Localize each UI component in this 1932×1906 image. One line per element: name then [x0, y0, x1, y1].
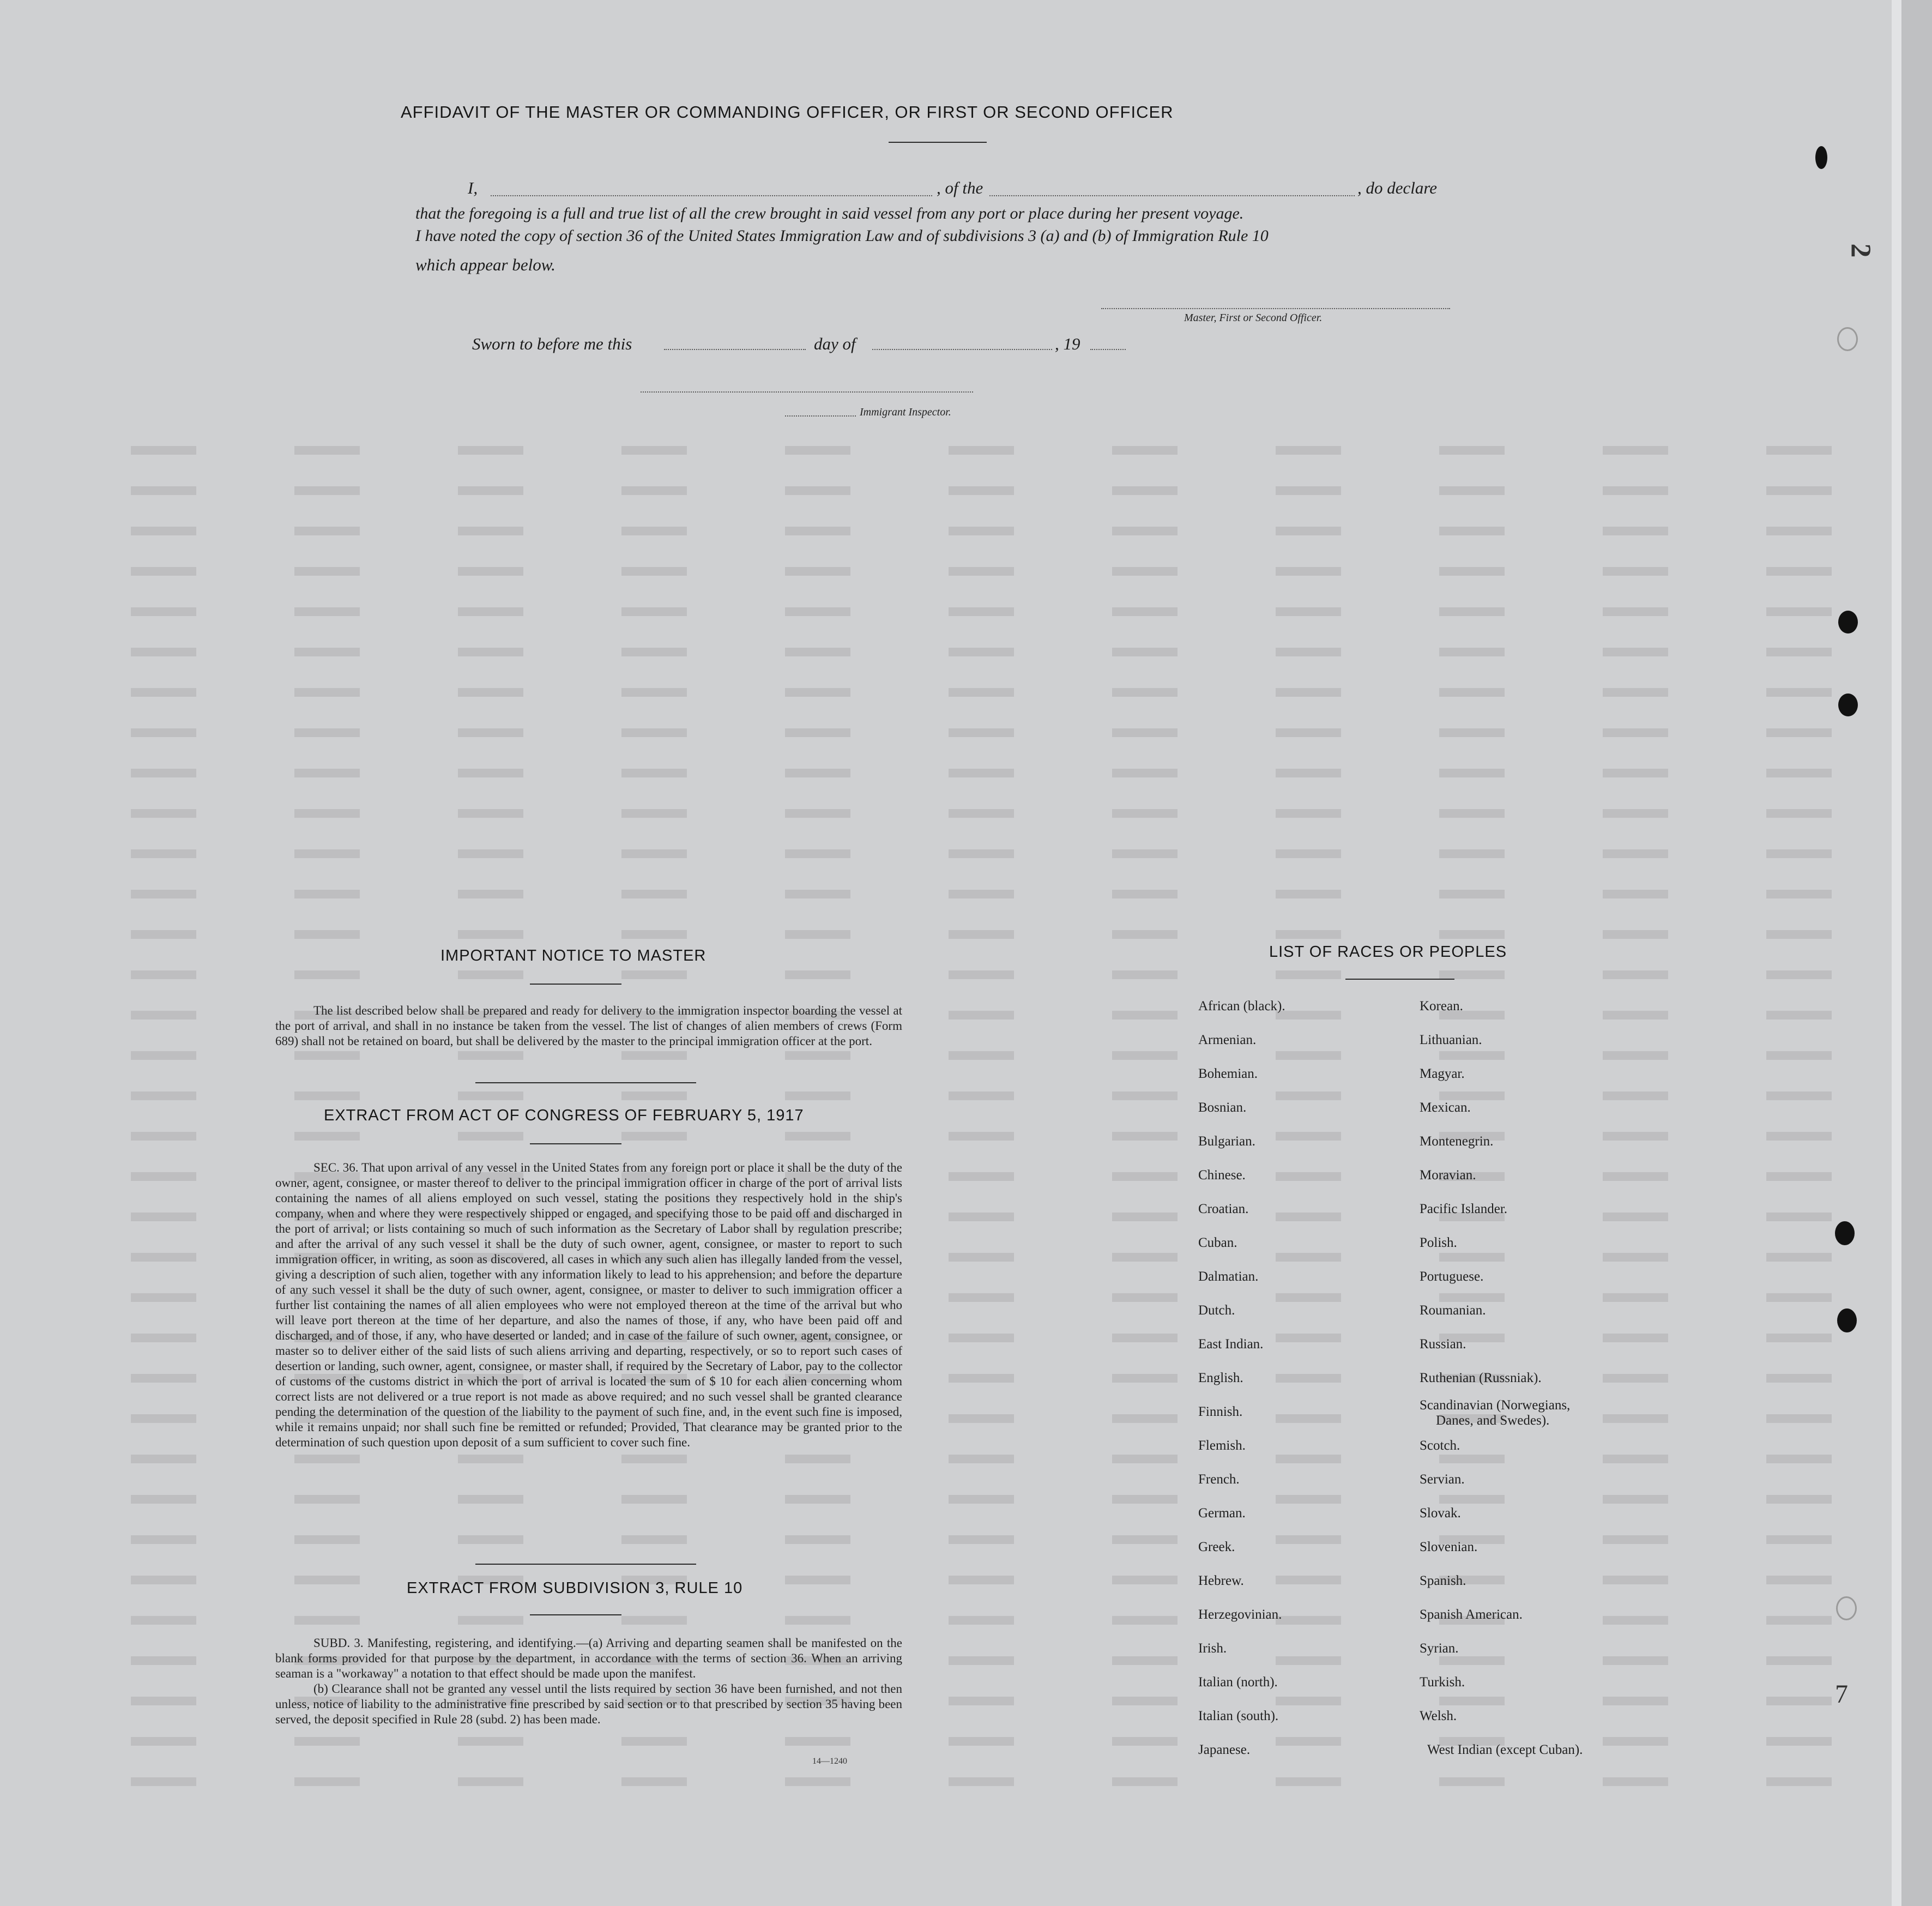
binder-hole — [1837, 327, 1858, 351]
inspector-signature-label: Immigrant Inspector. — [860, 406, 951, 418]
race-item: Korean. — [1420, 999, 1463, 1014]
affidavit-line-4: which appear below. — [415, 255, 556, 274]
master-signature-label: Master, First or Second Officer. — [1184, 312, 1323, 324]
race-item: Irish. — [1198, 1641, 1227, 1656]
race-item: Finnish. — [1198, 1404, 1243, 1419]
affidavit-declare-label: , do declare — [1357, 178, 1438, 197]
race-item: Italian (north). — [1198, 1675, 1278, 1690]
race-item: German. — [1198, 1506, 1246, 1521]
race-item: Russian. — [1420, 1337, 1466, 1352]
race-item: French. — [1198, 1472, 1240, 1487]
sworn-year-label: , 19 — [1055, 334, 1080, 353]
inspector-signature-field[interactable] — [641, 391, 973, 393]
race-item: Cuban. — [1198, 1235, 1237, 1250]
race-item: Bosnian. — [1198, 1100, 1247, 1115]
race-item: Polish. — [1420, 1235, 1457, 1250]
master-signature-field[interactable] — [1101, 308, 1450, 309]
act-extract-text — [275, 1160, 902, 1450]
race-item: Slovenian. — [1420, 1540, 1478, 1554]
race-item: Magyar. — [1420, 1066, 1465, 1081]
name-field[interactable] — [491, 195, 932, 196]
race-item: Syrian. — [1420, 1641, 1459, 1656]
section-36-paragraph: SEC. 36. That upon arrival of any vessel in the United States from any foreign port or place it shall be the duty of the owner, agent, consignee, or master thereof to deliver to the principal immigration officer in charge of the port of arrival lists containing the names of all aliens employed on such vessel, stating the positions they respectively hold in the ship's company, when and where they were respectively shipped or engaged, and specifying those to be paid off and discharged in the port of arrival; or lists containing so much of such information as the Secretary of Labor shall by regulation prescribe; and after the arrival of any such vessel it shall be the duty of such owner, agent, consignee, or master to report to such immigration officer, in writing, as soon as discovered, all cases in which any such alien has illegally landed from the vessel, giving a description of such alien, together with any information likely to lead to his apprehension; and before the departure of any such vessel it shall be the duty of such owner, agent, consignee, or master to deliver to such immigration officer a further list containing the names of all alien employees who were not employed thereon at the time of the arrival but who will leave port thereon at the time of her departure, and also the names of those, if any, who have been paid off and discharged, and of those, if any, who have deserted or landed; and in case of the failure of such owner, agent, consignee, or master so to deliver either of the said lists of such aliens arriving and departing, respectively, or so to report such cases of desertion or landing, such owner, agent, consignee, or master shall, if required by the Secretary of Labor, pay to the collector of customs of the customs district in which the port of arrival is located the sum of $ 10 for each alien concerning whom correct lists are not delivered or a true report is not made as above required; and no such vessel shall be granted clearance pending the determination of the question of the liability to the payment of such fine, and, in the event such fine is imposed, while it remains unpaid; nor shall such fine be remitted or refunded; Provided, That clearance may be granted prior to the determination of such question upon deposit of a sum sufficient to cover such fine. — [275, 1161, 902, 1449]
sworn-day-field[interactable] — [664, 349, 806, 350]
binder-hole — [1815, 146, 1827, 169]
race-item: Italian (south). — [1198, 1709, 1279, 1723]
race-item: Bulgarian. — [1198, 1134, 1255, 1149]
race-item: Scandinavian (Norwegians, — [1420, 1398, 1571, 1413]
affidavit-of-the-label: , of the — [937, 178, 983, 197]
race-item: Bohemian. — [1198, 1066, 1258, 1081]
notice-rule — [530, 984, 621, 985]
race-item: Ruthenian (Russniak). — [1420, 1371, 1542, 1385]
affidavit-title: AFFIDAVIT OF THE MASTER OR COMMANDING OFFICER, OR FIRST OR SECOND OFFICER — [401, 102, 1174, 122]
race-item: African (black). — [1198, 999, 1285, 1014]
binder-hole — [1836, 1596, 1857, 1620]
vessel-field[interactable] — [989, 195, 1355, 196]
form-number: 14—1240 — [812, 1757, 847, 1766]
page-edge-shadow — [1901, 0, 1932, 1906]
race-item: Servian. — [1420, 1472, 1465, 1487]
race-item: English. — [1198, 1371, 1243, 1385]
section-divider-2 — [475, 1564, 696, 1565]
act-extract-title: EXTRACT FROM ACT OF CONGRESS OF FEBRUARY 5, 1917 — [324, 1107, 804, 1124]
binder-hole — [1838, 693, 1858, 716]
race-item: Mexican. — [1420, 1100, 1471, 1115]
race-item: Turkish. — [1420, 1675, 1465, 1690]
affidavit-line-3: I have noted the copy of section 36 of the United States Immigration Law and of subdivisions 3 (a) and (b) of Immigration Rule 10 — [415, 227, 1269, 245]
race-item: Pacific Islander. — [1420, 1202, 1508, 1216]
races-title: LIST OF RACES OR PEOPLES — [1269, 943, 1507, 961]
race-item: Herzegovinian. — [1198, 1607, 1282, 1622]
title-rule — [889, 142, 987, 143]
race-item: Scotch. — [1420, 1438, 1460, 1453]
rule-extract-title: EXTRACT FROM SUBDIVISION 3, RULE 10 — [407, 1579, 743, 1597]
race-item: Armenian. — [1198, 1033, 1257, 1047]
race-item: West Indian (except Cuban). — [1427, 1742, 1583, 1757]
section-divider — [475, 1082, 696, 1083]
race-item: Montenegrin. — [1420, 1134, 1494, 1149]
race-item: Greek. — [1198, 1540, 1235, 1554]
race-item: Roumanian. — [1420, 1303, 1486, 1318]
page-edge — [1892, 0, 1901, 1906]
race-item: Spanish American. — [1420, 1607, 1523, 1622]
race-item: Welsh. — [1420, 1709, 1457, 1723]
race-item: Dalmatian. — [1198, 1269, 1259, 1284]
margin-mark: 7 — [1835, 1680, 1848, 1709]
race-item: Lithuanian. — [1420, 1033, 1482, 1047]
races-rule — [1345, 979, 1454, 980]
notice-text — [275, 1003, 902, 1049]
race-item: Slovak. — [1420, 1506, 1461, 1521]
race-item: Japanese. — [1198, 1742, 1251, 1757]
affidavit-i-label: I, — [468, 178, 478, 197]
race-item: Hebrew. — [1198, 1573, 1244, 1588]
inspector-label-leader — [785, 415, 856, 417]
race-item-continuation: Danes, and Swedes). — [1436, 1413, 1550, 1428]
race-item: Chinese. — [1198, 1168, 1246, 1183]
sworn-month-field[interactable] — [872, 349, 1052, 350]
race-item: Flemish. — [1198, 1438, 1246, 1453]
subd-3b-paragraph: (b) Clearance shall not be granted any vessel until the lists required by section 36 have been furnished, and not then unless, notice of liability to the administrative fine prescribed by said section or to that prescribed by section 35 having been served, the deposit specified in Rule 28 (subd. 2) has been made. — [275, 1682, 902, 1726]
rule-extract-text — [275, 1636, 902, 1727]
notice-paragraph: The list described below shall be prepared and ready for delivery to the immigration inspector boarding the vessel at the port of arrival, and shall in no instance be taken from the vessel. The list of changes of alien members of crews (Form 689) shall not be retained on board, but shall be delivered by the master to the principal immigration officer at the port. — [275, 1004, 902, 1048]
notice-title: IMPORTANT NOTICE TO MASTER — [440, 947, 707, 964]
rule-extract-rule — [530, 1614, 621, 1615]
binder-hole — [1838, 611, 1858, 634]
race-item: Spanish. — [1420, 1573, 1466, 1588]
margin-mark: 2 — [1845, 243, 1876, 258]
binder-hole — [1835, 1221, 1855, 1245]
race-item: Croatian. — [1198, 1202, 1249, 1216]
affidavit-line-2: that the foregoing is a full and true list of all the crew brought in said vessel from any port or place during her present voyage. — [415, 204, 1244, 222]
act-extract-rule — [530, 1143, 621, 1144]
binder-hole — [1837, 1308, 1857, 1332]
subd-3a-paragraph: SUBD. 3. Manifesting, registering, and identifying.—(a) Arriving and departing seamen shall be manifested on the blank forms provided for that purpose by the department, in accordance with the terms of section 36. When an arriving seaman is a "workaway" a notation to that effect should be made upon the manifest. — [275, 1636, 902, 1680]
race-item: Moravian. — [1420, 1168, 1476, 1183]
sworn-year-field[interactable] — [1090, 349, 1126, 350]
sworn-label: Sworn to before me this — [472, 334, 632, 353]
sworn-day-of-label: day of — [814, 334, 856, 353]
race-item: East Indian. — [1198, 1337, 1264, 1352]
race-item: Portuguese. — [1420, 1269, 1484, 1284]
race-item: Dutch. — [1198, 1303, 1235, 1318]
